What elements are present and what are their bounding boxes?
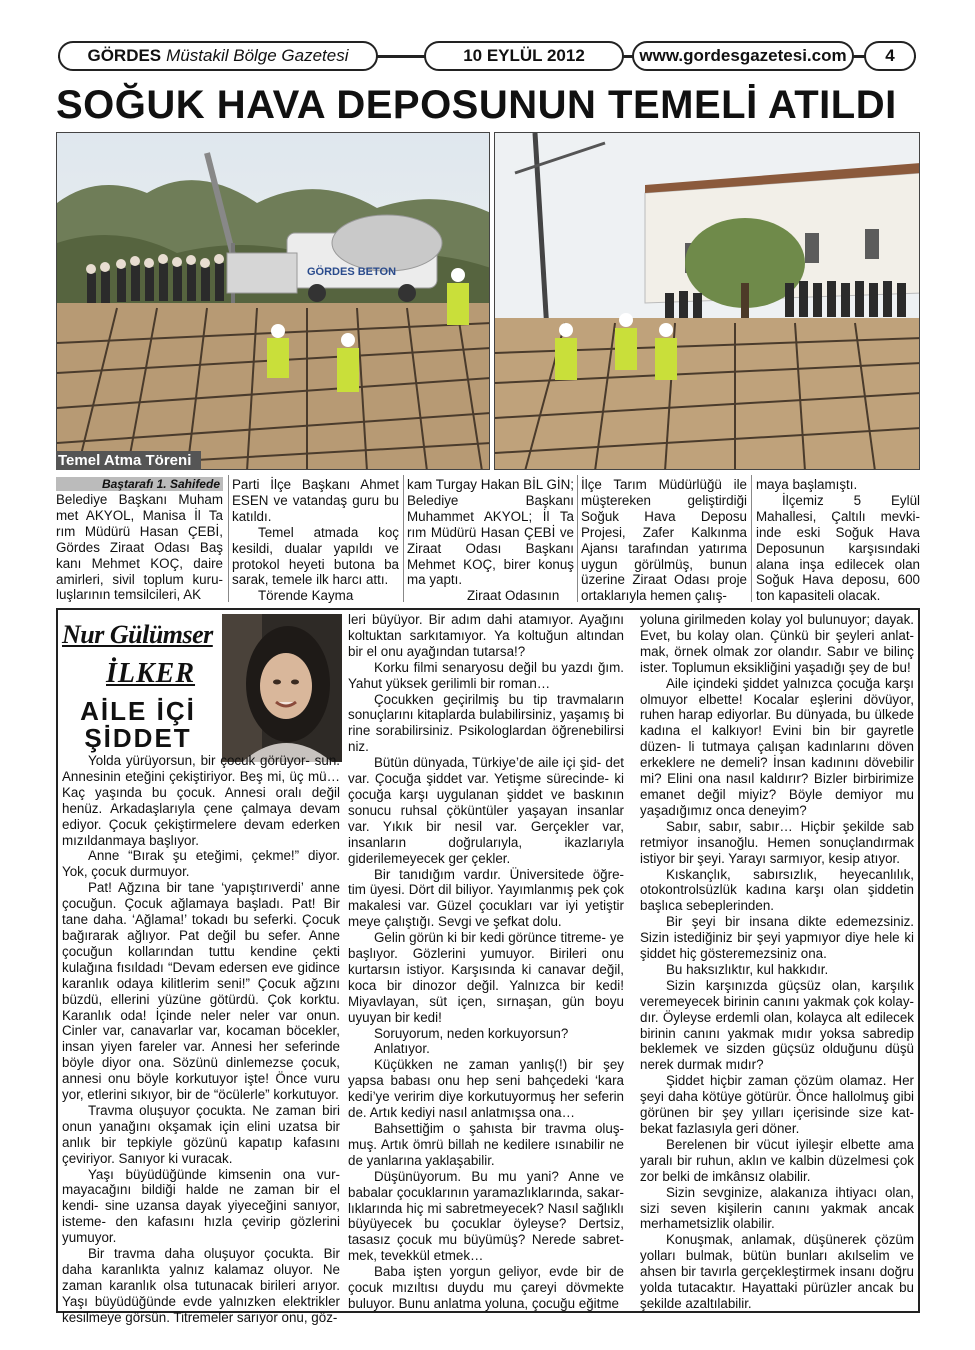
opinion-column-c: [640, 612, 914, 1312]
column-paragraph: Anlatıyor.: [374, 1041, 430, 1057]
column-divider: [403, 475, 404, 602]
column-paragraph: leri büyüyor. Bir adım dahi atamıyor. Ayağını koltuktan sarkıtamıyor. Ya koltuğun altından bir el onu ayağından tutarsa!?: [348, 612, 624, 659]
construction-site-image: [57, 133, 490, 470]
news-paragraph: İlçe Tarım Müdürlüğü ile müştereken geliştirdiği Soğuk Hava Deposu Projesi, Zafer Kalkınma Ajansı tarafından yatırıma uygun görülmüş, bunun üzerine Ziraat Odası proje ortaklarıyla hemen çalış-: [581, 477, 747, 604]
news-column-2: [232, 477, 399, 604]
column-paragraph: Yaşı büyüdüğünde kimsenin ona vur- mayacağını bildiği halde ne zaman bir el kendi- sine uzansa dayak yiyeceğini sanıyor, isteme- den kafasını hızla çevirip gözlerini yumuyor.: [62, 1166, 340, 1246]
news-paragraph: kam Turgay Hakan BİL GİN; Belediye Başkanı Muhammet AKYOL; İl Ta rım Müdürü Hasan ÇEBİ ve Ziraat Odası Başkanı Mehmet KOÇ, birer konuş ma yaptı.: [407, 477, 574, 588]
column-divider: [228, 475, 229, 602]
opinion-column-b: [348, 612, 624, 1312]
website-text: www.gordesgazetesi.com: [639, 46, 847, 65]
column-paragraph: Kıskançlık, sabırsızlık, heyecanlılık, otokontrolsüzlük kadına karşı olan şiddetin başlıca sebeplerinden.: [640, 866, 914, 914]
paper-subtitle: Müstakil Bölge Gazetesi: [166, 46, 349, 65]
news-column-1: [56, 477, 223, 603]
column-paragraph: Bir şeyi bir insana dikte edemezsiniz. Sizin istediğiniz bir şeyi yapmıyor diye hele ki şiddet hiç gösteremezsiniz ona.: [640, 914, 914, 962]
column-paragraph: Aile içindeki şiddet yalnızca çocuğa karşı olmuyor elbette! Kocalar eşlerini dövüyor, ruhen harap ediyorlar. Bu dünyada, bu ülkede kadına el kalkıyor! Evini bin bir gayretle düzen- li tutmaya çalışan kadınlarını döven erkeklere ne demeli? İnsan kadınını dövebilir mi? Elini ona nasıl kaldırır? Bizler birbirimize emanet değil miyiz? Böyle demiyor mu yaşadığımız onca deneyim?: [640, 675, 914, 818]
column-paragraph: Düşünüyorum. Bu mu yani? Anne ve babalar çocuklarının yaramazlıklarında, sakar- lıklarında hiç mi sabretmeyecek? Nasıl sağlıklı büyüyecek bu çocuklar öyleyse? Dertsiz, tasasız çocuk mu büyümüş? Nerede sabret- mek, tevekkül etmek…: [348, 1168, 624, 1264]
column-paragraph: Sizin karşınızda güçsüz olan, karşılık veremeyecek birinin canını yakmak çok kolay- dır. Öyleyse erdemli olan, kolayca alt edilecek birinin canını yakmak mıdır yoksa sabredip beklemek ve sizden güçsüz olduğunu düşü nerek durmak mıdır?: [640, 977, 914, 1073]
column-title: [62, 698, 214, 752]
issue-date-text: 10 EYLÜL 2012: [463, 46, 585, 65]
column-paragraph: Korku filmi senaryosu değil bu yazdı ğım. Yahut yüksek gerilimli bir roman…: [348, 659, 624, 691]
column-paragraph: Bu haksızlıktır, kul hakkıdır.: [666, 961, 829, 977]
column-paragraph: Bir tanıdığım vardır. Üniversitede öğre- tim üyesi. Dört dil biliyor. Yayımlanmış pek çok makalesi var. Güzel çocukları var iyi yetiştir meye çalıştığı. Sevgi ve şefkat dolu.: [348, 866, 624, 930]
author-first-name: Nur Gülümser: [62, 620, 213, 649]
column-paragraph: Çocukken geçirilmiş bu tip travmaların sonuçlarını kitaplarda bulabilirsiniz, yaşamış bi rine sorabilirsiniz. Psikologlardan öğrenebilirsi niz.: [348, 691, 624, 755]
news-column-4: [581, 477, 747, 604]
news-column-3: [407, 477, 574, 604]
news-paragraph: Ziraat Odasının: [467, 588, 560, 604]
column-paragraph: Travma oluşuyor çocukta. Ne zaman biri onun yanağını okşamak için elini uzatsa bir anlık bir tepkiyle gözünü kapatıp kafasını çeviriyor. Sanıyor ki vuracak.: [62, 1102, 340, 1166]
masthead: [58, 41, 378, 71]
column-paragraph: Sizin sevginize, alakanıza ihtiyacı olan, sizi seven kişilerin canını yakmak ancak merhametsizlik olabilir.: [640, 1184, 914, 1232]
page-number-text: 4: [885, 46, 895, 65]
issue-date: [424, 41, 624, 71]
news-column-5: [756, 477, 920, 604]
news-paragraph: Temel atmada koç kesildi, dualar yapıldı ve protokol heyeti butona ba sarak, temele ilk harcı attı.: [232, 524, 399, 588]
paper-name: GÖRDES: [87, 46, 162, 65]
column-paragraph: Anne “Bırak şu eteğimi, çekme!” diyor. Yok, çocuk durmuyor.: [62, 848, 340, 880]
headline: SOĞUK HAVA DEPOSUNUN TEMELİ ATILDI: [56, 83, 897, 127]
column-paragraph: Sabır, sabır, sabır… Hiçbir şekilde sab retmiyor insanoğlu. Hemen sonuçlandırmak istiyor bir şeyi. Yarayı sarmıyor, kesip atıyor.: [640, 818, 914, 866]
column-paragraph: Pat! Ağzına bir tane ‘yapıştırıverdi’ anne çocuğun. Çocuk ağlamaya başladı. Pat! Bir tane daha. ‘Ağlama!’ tokadı bu seferki. Çocuk bağırarak ağlıyor. Pat değil bu sefer. Anne çocuğun kollarından tuttu kendine çekti kulağına fısıldadı “Devam edersen eve gidince karanlık odaya kilitlerim seni!” Çocuk ağzını büzdü, ellerini yüzüne götürdü. Çok korktu. Karanlık oda! İçinde neler neler var onun. Cinler var, canavarlar var, kocaman böcekler, insan yiyen fareler var. Annesi her seferinde böyle diyor ona. Sözünü dinlemezse çocuk, annesi onu böyle korkutuyor işte! Önce vuru yor, etlerini sıkıyor, bir de “öcülerle” korkutuyor.: [62, 880, 340, 1103]
column-divider: [751, 475, 752, 602]
news-paragraph: Belediye Başkanı Muham met AKYOL, Manisa İl Ta rım Müdürü Hasan ÇEBİ, Gördes Ziraat Odası Baş kanı Mehmet KOÇ, daire amirleri, sivil toplum kuru- luşlarının temsilcileri, AK: [56, 492, 223, 603]
author-portrait: [222, 614, 342, 762]
column-title-line1: AİLE İÇİ: [80, 696, 196, 726]
column-paragraph: Yolda yürüyorsun, bir çocuk görüyor- sun. Annesinin eteğini çekiştiriyor. Beş mi, üç mü… Kaç yaşında bu çocuk. Annesi oralı değil henüz. Arkadaşlarıyla çene çalmaya devam ediyor. Çocuk çekiştirmelere devam ederken mızıldanmaya başlıyor.: [62, 753, 340, 848]
website: [632, 41, 854, 71]
news-paragraph: Törende Kayma: [258, 588, 354, 604]
news-paragraph: İlçemiz 5 Eylül Mahallesi, Çaltılı mevki- inde eski Soğuk Hava Deposunun karşısındaki alana inşa edilecek olan Soğuk Hava deposu, 600 ton kapasiteli olacak.: [756, 492, 920, 604]
column-paragraph: Küçükken ne zaman yanlış(!) bir şey yapsa babası onu hep seni bahçedeki ‘kara kedi’ye veririm diye korkutuyormuş her seferin de. Artık kediyi nasıl anlatmışsa ona…: [348, 1057, 624, 1121]
column-paragraph: Gelin görün ki bir kedi görünce titreme- ye başlıyor. Gözlerini yumuyor. Birileri onu kurtarsın istiyor. Karşısında ki canavar değil, koca bir dinozor değil. Yalnızca bir kedi! Miyavlayan, süt içen, sırnaşan, gün boyu uyuyan bir kedi!: [348, 930, 624, 1025]
column-paragraph: Bir travma daha oluşuyor çocukta. Bir daha karanlıkta yalnız kalamaz oluyor. Ne zaman karanlık olsa tutunacak birileri arıyor. Yaşı büyüdüğünde evde yalnızken elektrikler kesilmeye görsün. Titremeler sarıyor onu, göz-: [62, 1246, 340, 1325]
depot-site-image: [495, 133, 920, 470]
news-paragraph: maya başlamıştı.: [756, 477, 858, 492]
column-paragraph: Baba işten yorgun geliyor, evde bir de çocuk mızıltısı duydu mu çareyi dövmekte buluyor. Bunu anlatma yoluna, çocuğu eğitme: [348, 1264, 624, 1311]
continued-from-label: Baştarafı 1. Sahifede: [56, 477, 223, 491]
ceremony-photo-left: [56, 132, 490, 470]
column-paragraph: Konuşmak, anlamak, düşünerek çözüm yolları bulmak, bütün bunları akılselim ve ahsen bir tavırla gerçekleştirmek insanı doğru yolda tutacaktır. Hayattaki pürüzler ancak bu şekilde azaltılabilir.: [640, 1232, 914, 1311]
truck-sign-text: GÖRDES BETON: [307, 266, 397, 278]
author-photo: [222, 614, 342, 762]
photo-caption: Temel Atma Töreni: [56, 451, 201, 470]
column-paragraph: Berelenen bir vücut iyileşir elbette ama yaralı bir ruhun, aklın ve kalbin düzelmesi çok zor belki de imkânsız olabilir.: [640, 1136, 914, 1184]
column-paragraph: Soruyorum, neden korkuyorsun?: [374, 1025, 569, 1041]
column-title-line2: ŞİDDET: [84, 723, 192, 753]
ceremony-photo-right: [494, 132, 920, 470]
news-paragraph: Parti İlçe Başkanı Ahmet ESEN ve vatandaş guru bu katıldı.: [232, 477, 399, 524]
column-paragraph: yoluna girilmeden kolay yol bulunuyor; dayak. Evet, bu kolay olan. Çünkü bir şeyleri anlat- mak, örnek olmak zor olandır. Sabır ve bilinç ister. Toplumun eksikliğini yaşadığı şey de bu!: [640, 612, 914, 675]
opinion-column-a: [62, 753, 340, 1326]
page-number: [864, 41, 916, 71]
column-paragraph: Bahsettiğim o şahısta bir travma oluş- muş. Artık ömrü billah ne kedilere ısınabilir ne de yanlarına yaklaşabilir.: [348, 1121, 624, 1168]
column-paragraph: Şiddet hiçbir zaman çözüm olamaz. Her şeyi daha kötüye götürür. Önce hallolmuş gibi görünen bir şey yılları içerisinde size kat- bekat fazlasıyla geri döner.: [640, 1073, 914, 1136]
column-divider: [577, 475, 578, 602]
column-paragraph: Bütün dünyada, Türkiye’de aile içi şid- det var. Çocuğa şiddet var. Yetişme sürecinde- ki çocuğa karşı uygulanan şiddet ve baskının sonucu ruhsal çöküntüler yaşayan insanlar var. Yıkık bir nesil var. Gerçekler var, insanların doğrularıyla, ikazlarıyla giderilemeyecek ger çekler.: [348, 755, 624, 866]
author-last-name: İLKER: [106, 658, 196, 689]
